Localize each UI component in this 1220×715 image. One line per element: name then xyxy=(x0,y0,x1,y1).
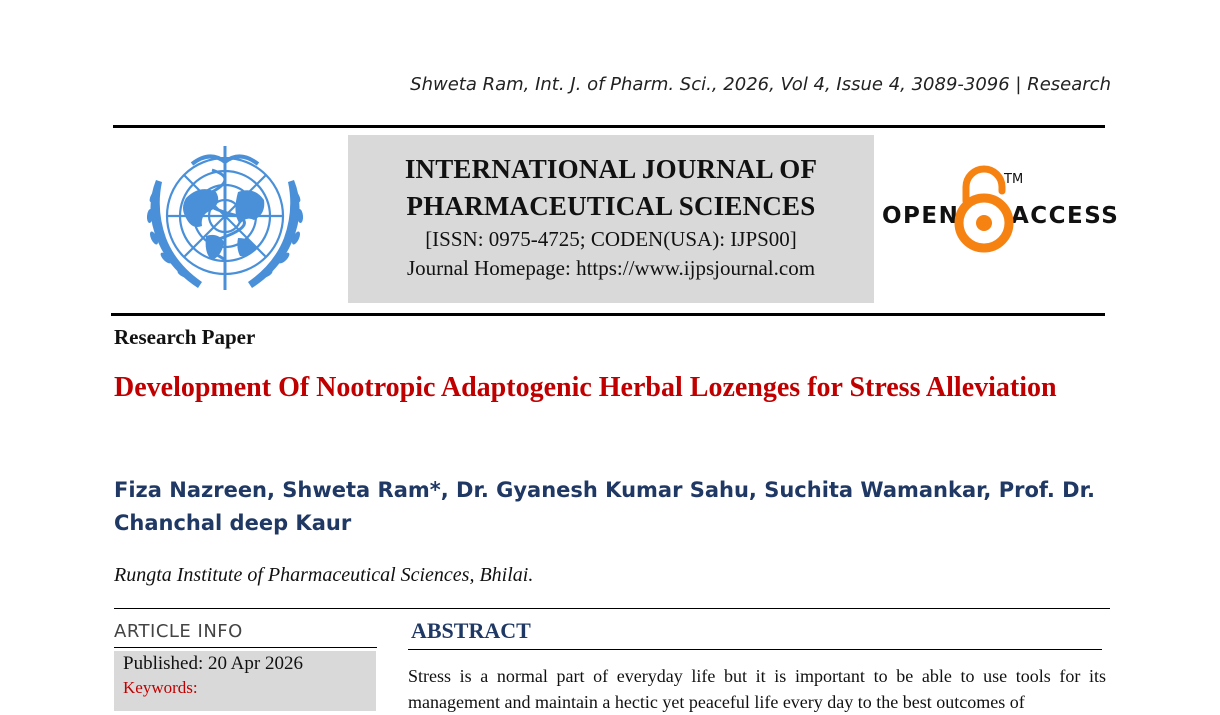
header-top-rule xyxy=(113,125,1105,128)
open-access-access-word: ACCESS xyxy=(1011,203,1120,229)
article-info-panel xyxy=(114,651,376,711)
running-header-citation: Shweta Ram, Int. J. of Pharm. Sci., 2026, Vol 4, Issue 4, 3089-3096 | Research xyxy=(410,74,1111,95)
open-access-trademark: TM xyxy=(1004,172,1024,187)
abstract-heading: ABSTRACT xyxy=(411,618,531,643)
keywords-label: Keywords: xyxy=(123,678,198,697)
abstract-body: Stress is a normal part of everyday life but it is important to be able to use tools for its management and maintain a hectic yet peaceful life every day to the best outcomes of xyxy=(408,666,1106,712)
section-divider xyxy=(114,608,1110,609)
paper-title: Development Of Nootropic Adaptogenic Herbal Lozenges for Stress Alleviation xyxy=(114,372,1057,403)
published-date: Published: 20 Apr 2026 xyxy=(123,653,303,674)
journal-masthead xyxy=(348,135,874,303)
journal-homepage-link[interactable]: Journal Homepage: https://www.ijpsjournal.com xyxy=(406,256,816,280)
article-info-heading: ARTICLE INFO xyxy=(114,621,243,642)
open-padlock-icon xyxy=(959,169,1009,248)
header-bottom-rule xyxy=(111,313,1105,316)
open-access-open-word: OPEN xyxy=(882,203,960,229)
journal-issn: [ISSN: 0975-4725; CODEN(USA): IJPS00] xyxy=(425,227,797,251)
paper-type-label: Research Paper xyxy=(114,325,256,349)
journal-title xyxy=(348,151,874,225)
author-affiliation: Rungta Institute of Pharmaceutical Sciences, Bhilai. xyxy=(114,564,534,586)
journal-title-line-2: PHARMACEUTICAL SCIENCES xyxy=(406,191,816,221)
un-emblem-logo xyxy=(126,140,324,306)
journal-title-line-1: INTERNATIONAL JOURNAL OF xyxy=(404,154,818,184)
author-list: Fiza Nazreen, Shweta Ram*, Dr. Gyanesh Kumar Sahu, Suchita Wamankar, Prof. Dr. Chanchal deep Kaur xyxy=(114,478,1095,535)
open-access-logo xyxy=(880,165,1120,255)
article-info-rule xyxy=(114,647,377,648)
abstract-rule xyxy=(408,649,1102,650)
